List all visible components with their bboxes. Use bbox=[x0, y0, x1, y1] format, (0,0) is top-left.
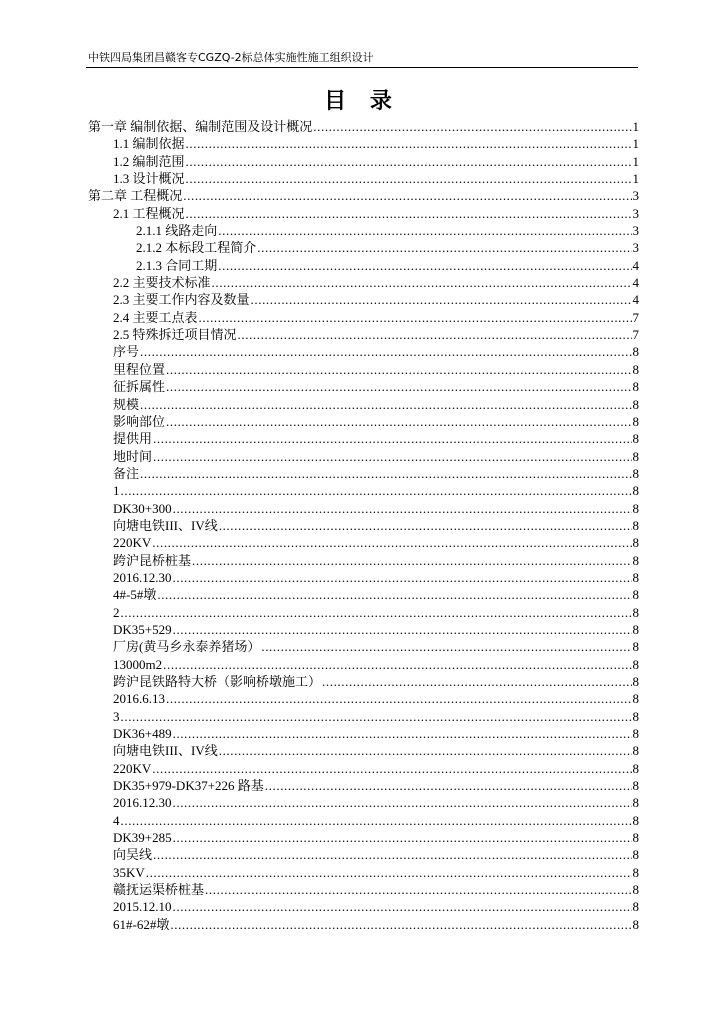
toc-dot-leader bbox=[219, 742, 632, 759]
toc-entry-page-number: 8 bbox=[632, 691, 639, 707]
toc-entry-page-number: 8 bbox=[632, 448, 639, 464]
toc-entry-text: 35KV bbox=[113, 864, 145, 880]
toc-entry-page-number: 8 bbox=[632, 864, 639, 880]
toc-entry-text: 2 bbox=[113, 604, 120, 620]
toc-entry-page-number: 8 bbox=[632, 708, 639, 724]
toc-entry-page-number: 8 bbox=[632, 344, 639, 360]
toc-dot-leader bbox=[186, 205, 632, 222]
toc-entry[interactable] bbox=[88, 725, 639, 742]
toc-entry-text: 1.1 编制依据 bbox=[113, 136, 185, 152]
table-of-contents bbox=[88, 118, 639, 933]
toc-entry-page-number: 1 bbox=[632, 171, 639, 187]
toc-entry-text: 2.4 主要工点表 bbox=[113, 309, 198, 325]
toc-dot-leader bbox=[146, 864, 632, 881]
toc-entry-page-number: 1 bbox=[632, 153, 639, 169]
toc-entry[interactable] bbox=[88, 742, 639, 759]
toc-entry-text: 4#-5#墩 bbox=[113, 587, 157, 603]
toc-entry[interactable] bbox=[88, 482, 639, 499]
toc-dot-leader bbox=[140, 465, 631, 482]
toc-entry-text: 4 bbox=[113, 812, 120, 828]
toc-entry-page-number: 8 bbox=[632, 535, 639, 551]
toc-dot-leader bbox=[153, 430, 631, 447]
toc-dot-leader bbox=[219, 517, 632, 534]
toc-entry-page-number: 8 bbox=[632, 621, 639, 637]
toc-entry-text: DK39+285 bbox=[113, 830, 172, 846]
toc-entry-text: 2016.12.30 bbox=[113, 795, 172, 811]
toc-entry-text: DK30+300 bbox=[113, 500, 172, 516]
toc-entry[interactable] bbox=[88, 239, 639, 256]
toc-dot-leader bbox=[166, 690, 632, 707]
toc-entry[interactable] bbox=[88, 517, 639, 534]
toc-entry[interactable] bbox=[88, 413, 639, 430]
toc-entry-page-number: 8 bbox=[632, 916, 639, 932]
toc-entry-text: 跨沪昆铁路特大桥（影响桥墩施工） bbox=[113, 674, 322, 689]
toc-entry[interactable] bbox=[88, 864, 639, 881]
toc-entry-page-number: 4 bbox=[632, 275, 639, 291]
toc-entry-text: 220KV bbox=[113, 535, 152, 551]
toc-entry-text: 跨沪昆桥桩基 bbox=[113, 552, 192, 568]
toc-entry-text: 1.3 设计概况 bbox=[113, 171, 185, 187]
toc-entry-page-number: 4 bbox=[632, 292, 639, 308]
toc-entry[interactable] bbox=[88, 846, 639, 863]
toc-dot-leader bbox=[212, 274, 632, 291]
toc-entry[interactable] bbox=[88, 673, 639, 690]
toc-entry[interactable] bbox=[88, 274, 639, 291]
toc-entry[interactable] bbox=[88, 378, 639, 395]
toc-entry[interactable] bbox=[88, 396, 639, 413]
toc-entry-page-number: 8 bbox=[632, 639, 639, 655]
toc-entry-page-number: 8 bbox=[632, 500, 639, 516]
toc-entry[interactable] bbox=[88, 187, 639, 204]
toc-entry-page-number: 8 bbox=[632, 760, 639, 776]
toc-entry-text: DK36+489 bbox=[113, 726, 172, 742]
toc-entry[interactable] bbox=[88, 586, 639, 603]
toc-entry[interactable] bbox=[88, 829, 639, 846]
toc-entry-page-number: 4 bbox=[632, 257, 639, 273]
toc-entry[interactable] bbox=[88, 794, 639, 811]
toc-dot-leader bbox=[186, 135, 632, 152]
toc-dot-leader bbox=[261, 638, 631, 655]
toc-entry[interactable] bbox=[88, 257, 639, 274]
toc-dot-leader bbox=[166, 378, 631, 395]
toc-entry[interactable] bbox=[88, 309, 639, 326]
toc-entry-page-number: 3 bbox=[632, 240, 639, 256]
toc-entry-page-number: 8 bbox=[632, 552, 639, 568]
toc-dot-leader bbox=[205, 881, 631, 898]
toc-entry-text: 厂房(黄马乡永泰养猪场） bbox=[113, 639, 261, 655]
toc-entry[interactable] bbox=[88, 777, 639, 794]
toc-entry[interactable] bbox=[88, 500, 639, 517]
toc-entry-text: 13000m2 bbox=[113, 656, 163, 672]
toc-entry-page-number: 8 bbox=[632, 483, 639, 499]
toc-entry-page-number: 8 bbox=[632, 379, 639, 395]
toc-entry-page-number: 8 bbox=[632, 517, 639, 533]
toc-entry-text: 3 bbox=[113, 708, 120, 724]
toc-entry-text: 2.5 特殊拆迁项目情况 bbox=[113, 327, 237, 343]
toc-entry[interactable] bbox=[88, 708, 639, 725]
toc-entry-text: 征拆属性 bbox=[113, 379, 166, 395]
toc-entry-page-number: 8 bbox=[632, 743, 639, 759]
toc-dot-leader bbox=[238, 326, 632, 343]
toc-entry-page-number: 8 bbox=[632, 361, 639, 377]
toc-entry-text: 2.1.2 本标段工程简介 bbox=[136, 240, 257, 256]
toc-dot-leader bbox=[257, 239, 631, 256]
toc-dot-leader bbox=[199, 309, 632, 326]
toc-entry-text: 2.1.1 线路走向 bbox=[136, 223, 218, 239]
toc-entry-text: 规模 bbox=[113, 396, 140, 412]
toc-entry-page-number: 8 bbox=[632, 396, 639, 412]
toc-dot-leader bbox=[218, 257, 631, 274]
toc-dot-leader bbox=[173, 794, 632, 811]
toc-dot-leader bbox=[121, 482, 632, 499]
toc-entry[interactable] bbox=[88, 760, 639, 777]
toc-dot-leader bbox=[218, 222, 631, 239]
toc-entry-text: 地时间 bbox=[113, 448, 153, 464]
toc-entry[interactable] bbox=[88, 465, 639, 482]
toc-entry-text: 序号 bbox=[113, 344, 140, 360]
toc-dot-leader bbox=[157, 586, 631, 603]
toc-entry[interactable] bbox=[88, 569, 639, 586]
toc-entry-page-number: 8 bbox=[632, 413, 639, 429]
toc-entry[interactable] bbox=[88, 690, 639, 707]
toc-entry-page-number: 1 bbox=[632, 136, 639, 152]
toc-entry[interactable] bbox=[88, 812, 639, 829]
toc-entry-page-number: 8 bbox=[632, 778, 639, 794]
toc-dot-leader bbox=[153, 846, 631, 863]
toc-entry-page-number: 8 bbox=[632, 830, 639, 846]
toc-entry-text: 向塘电铁III、IV线 bbox=[113, 517, 218, 533]
toc-dot-leader bbox=[173, 621, 632, 638]
toc-entry[interactable] bbox=[88, 361, 639, 378]
toc-entry[interactable] bbox=[88, 170, 639, 187]
toc-entry[interactable] bbox=[88, 326, 639, 343]
toc-dot-leader bbox=[322, 673, 631, 690]
toc-entry-text: 2.1.3 合同工期 bbox=[136, 257, 218, 273]
toc-entry-page-number: 8 bbox=[632, 899, 639, 915]
toc-dot-leader bbox=[313, 118, 631, 135]
toc-entry[interactable] bbox=[88, 621, 639, 638]
toc-entry-page-number: 8 bbox=[632, 795, 639, 811]
toc-dot-leader bbox=[173, 569, 632, 586]
toc-entry[interactable] bbox=[88, 604, 639, 621]
toc-entry[interactable] bbox=[88, 916, 639, 933]
toc-dot-leader bbox=[183, 187, 631, 204]
toc-entry-text: 2.1 工程概况 bbox=[113, 205, 185, 221]
toc-entry[interactable] bbox=[88, 534, 639, 551]
toc-entry[interactable] bbox=[88, 291, 639, 308]
toc-entry-text: DK35+979-DK37+226 路基 bbox=[113, 778, 264, 794]
toc-entry-text: 第二章 工程概况 bbox=[88, 188, 183, 204]
toc-entry-page-number: 1 bbox=[632, 119, 639, 134]
toc-entry-text: DK35+529 bbox=[113, 621, 172, 637]
toc-entry-text: 影响部位 bbox=[113, 413, 166, 429]
toc-entry-text: 61#-62#墩 bbox=[113, 916, 170, 932]
toc-entry-page-number: 8 bbox=[632, 465, 639, 481]
toc-dot-leader bbox=[265, 777, 632, 794]
toc-entry[interactable] bbox=[88, 430, 639, 447]
toc-dot-leader bbox=[166, 361, 631, 378]
toc-dot-leader bbox=[152, 534, 631, 551]
running-header: 中铁四局集团昌赣客专CGZQ-2标总体实施性施工组织设计 bbox=[88, 51, 374, 64]
toc-entry-page-number: 8 bbox=[632, 431, 639, 447]
toc-dot-leader bbox=[173, 829, 632, 846]
toc-entry[interactable] bbox=[88, 135, 639, 152]
toc-entry-page-number: 8 bbox=[632, 674, 639, 689]
toc-entry-page-number: 3 bbox=[632, 223, 639, 239]
toc-entry[interactable] bbox=[88, 118, 639, 135]
toc-entry[interactable] bbox=[88, 898, 639, 915]
toc-entry-page-number: 7 bbox=[632, 327, 639, 343]
toc-entry[interactable] bbox=[88, 881, 639, 898]
toc-entry-text: 向塘电铁III、IV线 bbox=[113, 743, 218, 759]
toc-entry[interactable] bbox=[88, 153, 639, 170]
toc-entry-text: 里程位置 bbox=[113, 361, 166, 377]
toc-entry-page-number: 8 bbox=[632, 604, 639, 620]
toc-entry-page-number: 8 bbox=[632, 882, 639, 898]
toc-entry-page-number: 8 bbox=[632, 656, 639, 672]
toc-dot-leader bbox=[173, 500, 632, 517]
toc-entry[interactable] bbox=[88, 448, 639, 465]
toc-dot-leader bbox=[121, 604, 632, 621]
toc-entry[interactable] bbox=[88, 205, 639, 222]
toc-entry[interactable] bbox=[88, 638, 639, 655]
toc-entry-text: 提供用 bbox=[113, 431, 153, 447]
toc-dot-leader bbox=[173, 898, 632, 915]
toc-entry-page-number: 8 bbox=[632, 587, 639, 603]
toc-entry-page-number: 8 bbox=[632, 847, 639, 863]
toc-entry-page-number: 3 bbox=[632, 205, 639, 221]
toc-entry-text: 备注 bbox=[113, 465, 140, 481]
toc-dot-leader bbox=[166, 413, 631, 430]
toc-entry-text: 2.2 主要技术标准 bbox=[113, 275, 211, 291]
toc-entry-text: 2016.12.30 bbox=[113, 569, 172, 585]
toc-dot-leader bbox=[121, 708, 632, 725]
toc-entry-text: 2016.6.13 bbox=[113, 691, 165, 707]
toc-dot-leader bbox=[153, 448, 631, 465]
toc-title: 目 录 bbox=[324, 89, 400, 114]
toc-dot-leader bbox=[192, 552, 631, 569]
toc-dot-leader bbox=[170, 916, 631, 933]
toc-dot-leader bbox=[173, 725, 632, 742]
toc-entry[interactable] bbox=[88, 656, 639, 673]
toc-entry-page-number: 7 bbox=[632, 309, 639, 325]
toc-entry-text: 向吴线 bbox=[113, 847, 153, 863]
toc-entry-text: 第一章 编制依据、编制范围及设计概况 bbox=[88, 119, 313, 134]
toc-entry-text: 2015.12.10 bbox=[113, 899, 172, 915]
toc-dot-leader bbox=[121, 812, 632, 829]
toc-entry-text: 1 bbox=[113, 483, 120, 499]
toc-dot-leader bbox=[140, 396, 631, 413]
toc-entry[interactable] bbox=[88, 343, 639, 360]
toc-entry-text: 赣抚运渠桥桩基 bbox=[113, 882, 205, 898]
toc-dot-leader bbox=[140, 343, 631, 360]
toc-dot-leader bbox=[186, 170, 632, 187]
toc-dot-leader bbox=[163, 656, 631, 673]
toc-entry-text: 1.2 编制范围 bbox=[113, 153, 185, 169]
toc-dot-leader bbox=[152, 760, 631, 777]
toc-entry[interactable] bbox=[88, 222, 639, 239]
toc-entry[interactable] bbox=[88, 552, 639, 569]
toc-entry-page-number: 8 bbox=[632, 812, 639, 828]
toc-entry-page-number: 3 bbox=[632, 188, 639, 204]
toc-dot-leader bbox=[251, 291, 632, 308]
header-divider bbox=[86, 67, 638, 68]
toc-entry-text: 2.3 主要工作内容及数量 bbox=[113, 292, 250, 308]
toc-entry-page-number: 8 bbox=[632, 726, 639, 742]
toc-entry-text: 220KV bbox=[113, 760, 152, 776]
toc-entry-page-number: 8 bbox=[632, 569, 639, 585]
toc-dot-leader bbox=[186, 153, 632, 170]
